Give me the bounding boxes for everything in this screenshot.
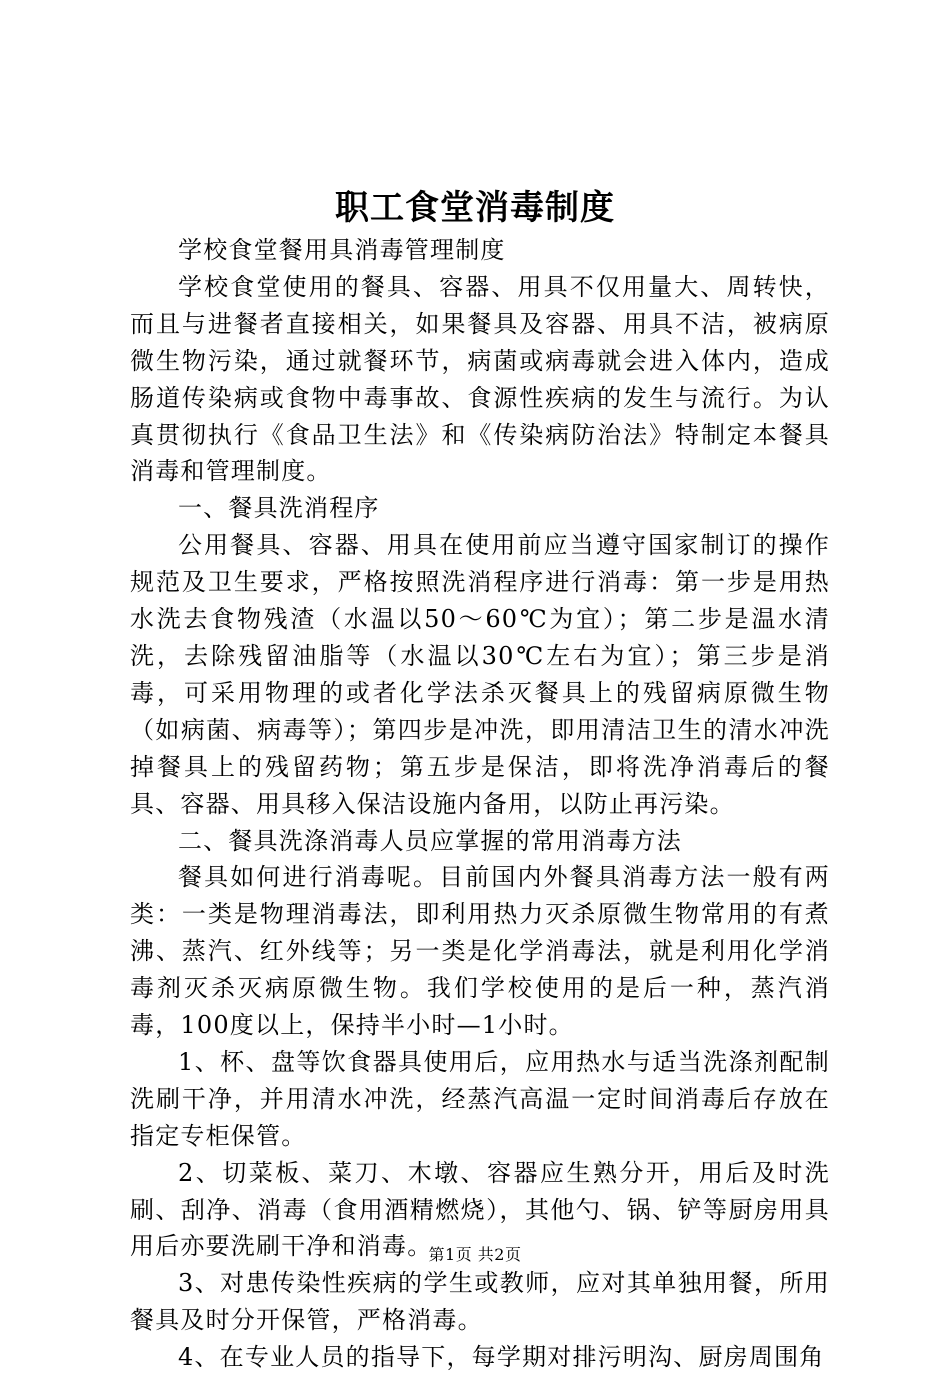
section-heading-1: 一、餐具洗消程序 xyxy=(178,494,380,523)
rule-item-4: 4、在专业人员的指导下，每学期对排污明沟、厨房周围角 xyxy=(178,1343,825,1372)
section-heading-2: 二、餐具洗涤消毒人员应掌握的常用消毒方法 xyxy=(178,826,682,855)
rule-item-1: 1、杯、盘等饮食器具使用后，应用热水与适当洗涤剂配制洗刷干净，并用清水冲洗，经蒸汽高温一定时间消毒后存放在指定专柜保管。 xyxy=(130,1047,830,1150)
procedure-paragraph: 公用餐具、容器、用具在使用前应当遵守国家制订的操作规范及卫生要求，严格按照洗消程序进行消毒：第一步是用热水洗去食物残渣（水温以50～60℃为宜）；第二步是温水清洗，去除残留油脂等（水温以30℃左右为宜）；第三步是消毒，可采用物理的或者化学法杀灭餐具上的残留病原微生物（如病菌、病毒等）；第四步是冲洗，即用清洁卫生的清水冲洗掉餐具上的残留药物；第五步是保洁，即将洗净消毒后的餐具、容器、用具移入保洁设施内备用，以防止再污染。 xyxy=(130,531,830,818)
rule-item-2: 2、切菜板、菜刀、木墩、容器应生熟分开，用后及时洗刷、刮净、消毒（食用酒精燃烧），其他勺、锅、铲等厨房用具用后亦要洗刷干净和消毒。 xyxy=(130,1158,830,1261)
page-footer: 第1页 共2页 xyxy=(428,1245,522,1264)
document-title: 职工食堂消毒制度 xyxy=(335,188,615,228)
intro-paragraph: 学校食堂使用的餐具、容器、用具不仅用量大、周转快，而且与进餐者直接相关，如果餐具及容器、用具不洁，被病原微生物污染，通过就餐环节，病菌或病毒就会进入体内，造成肠道传染病或食物中毒事故、食源性疾病的发生与流行。为认真贯彻执行《食品卫生法》和《传染病防治法》特制定本餐具消毒和管理制度。 xyxy=(130,272,830,486)
rule-item-3: 3、对患传染性疾病的学生或教师，应对其单独用餐，所用餐具及时分开保管，严格消毒。 xyxy=(130,1269,830,1335)
methods-paragraph: 餐具如何进行消毒呢。目前国内外餐具消毒方法一般有两类：一类是物理消毒法，即利用热力灭杀原微生物常用的有煮沸、蒸汽、红外线等；另一类是化学消毒法，就是利用化学消毒剂灭杀灭病原微生物。我们学校使用的是后一种，蒸汽消毒，100度以上，保持半小时—1小时。 xyxy=(130,863,830,1040)
subtitle-paragraph: 学校食堂餐用具消毒管理制度 xyxy=(178,236,506,264)
document-body xyxy=(130,232,830,1376)
